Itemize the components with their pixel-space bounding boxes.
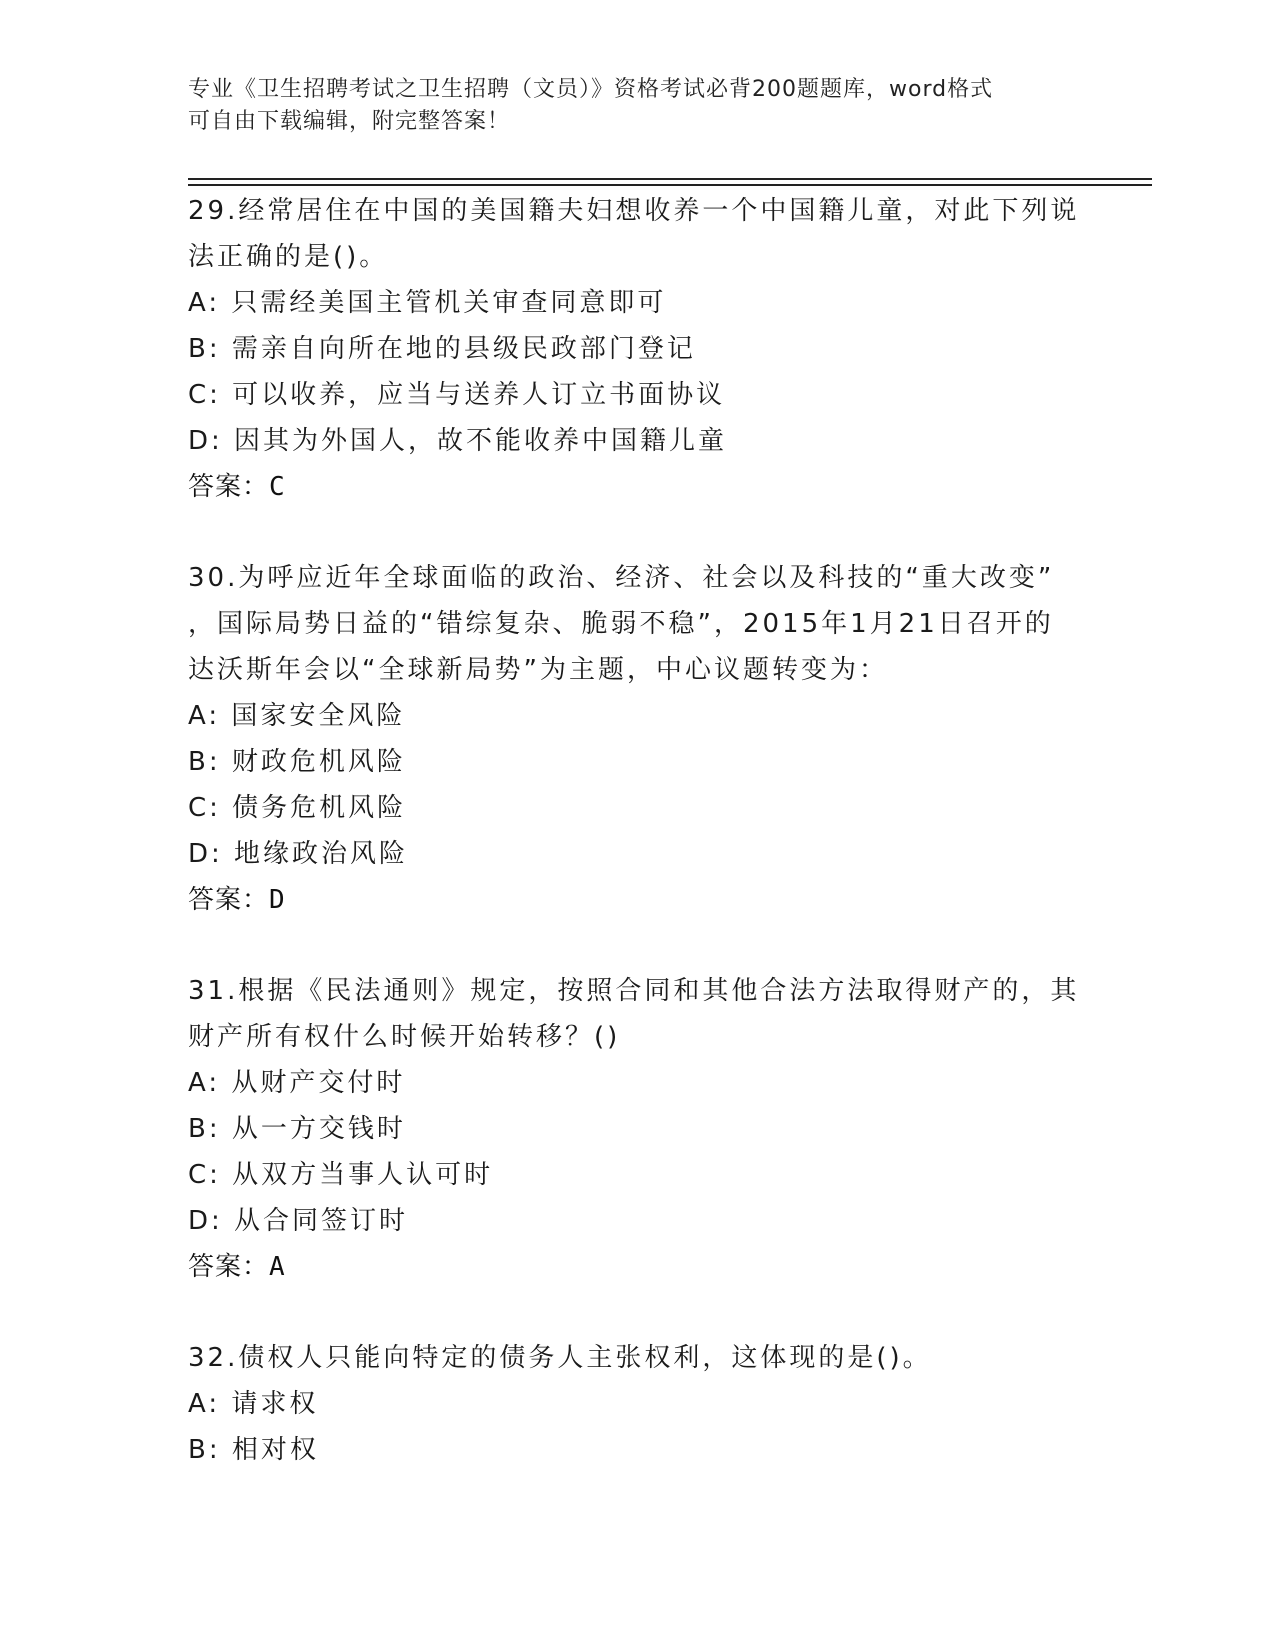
answer-line	[188, 464, 1088, 510]
question-stem-line: 31.根据《民法通则》规定，按照合同和其他合法方法取得财产的，其	[188, 976, 1080, 1006]
question-stem-line: 财产所有权什么时候开始转移？()	[188, 1022, 621, 1052]
question-stem-line: 29.经常居住在中国的美国籍夫妇想收养一个中国籍儿童，对此下列说	[188, 196, 1080, 226]
answer-line	[188, 877, 1088, 923]
question-30	[188, 555, 1088, 923]
option-d: D: 地缘政治风险	[188, 839, 409, 869]
header-line-2: 可自由下载编辑，附完整答案！	[188, 109, 511, 134]
question-stem-line: 法正确的是()。	[188, 242, 389, 272]
question-stem-line: 32.债权人只能向特定的债务人主张权利，这体现的是()。	[188, 1343, 932, 1373]
answer-value: C	[269, 472, 286, 502]
answer-value: A	[269, 1252, 286, 1282]
question-stem-line: 达沃斯年会以“全球新局势”为主题，中心议题转变为：	[188, 655, 888, 685]
option-a: A: 国家安全风险	[188, 701, 406, 731]
answer-value: D	[269, 885, 286, 915]
option-c: C: 债务危机风险	[188, 793, 407, 823]
question-31	[188, 968, 1088, 1290]
option-d: D: 因其为外国人，故不能收养中国籍儿童	[188, 426, 728, 456]
header-divider-top	[188, 178, 1152, 180]
document-header	[188, 74, 1068, 138]
option-c: C: 可以收养，应当与送养人订立书面协议	[188, 380, 726, 410]
question-29	[188, 188, 1088, 510]
question-32	[188, 1335, 1088, 1473]
answer-label: 答案：	[188, 1252, 270, 1282]
option-b: B: 从一方交钱时	[188, 1114, 406, 1144]
option-a: A: 从财产交付时	[188, 1068, 406, 1098]
option-b: B: 财政危机风险	[188, 747, 406, 777]
option-d: D: 从合同签订时	[188, 1206, 409, 1236]
option-a: A: 只需经美国主管机关审查同意即可	[188, 288, 667, 318]
question-stem-line: 30.为呼应近年全球面临的政治、经济、社会以及科技的“重大改变”	[188, 563, 1055, 593]
option-b: B: 需亲自向所在地的县级民政部门登记	[188, 334, 696, 364]
option-c: C: 从双方当事人认可时	[188, 1160, 494, 1190]
header-line-1: 专业《卫生招聘考试之卫生招聘（文员）》资格考试必背200题题库，word格式	[188, 77, 994, 102]
header-divider-bottom	[188, 184, 1152, 186]
option-a: A: 请求权	[188, 1389, 319, 1419]
option-b: B: 相对权	[188, 1435, 319, 1465]
question-stem-line: ，国际局势日益的“错综复杂、脆弱不稳”，2015年1月21日召开的	[188, 609, 1054, 639]
answer-label: 答案：	[188, 472, 270, 502]
answer-label: 答案：	[188, 885, 270, 915]
answer-line	[188, 1244, 1088, 1290]
question-list	[188, 188, 1088, 1518]
